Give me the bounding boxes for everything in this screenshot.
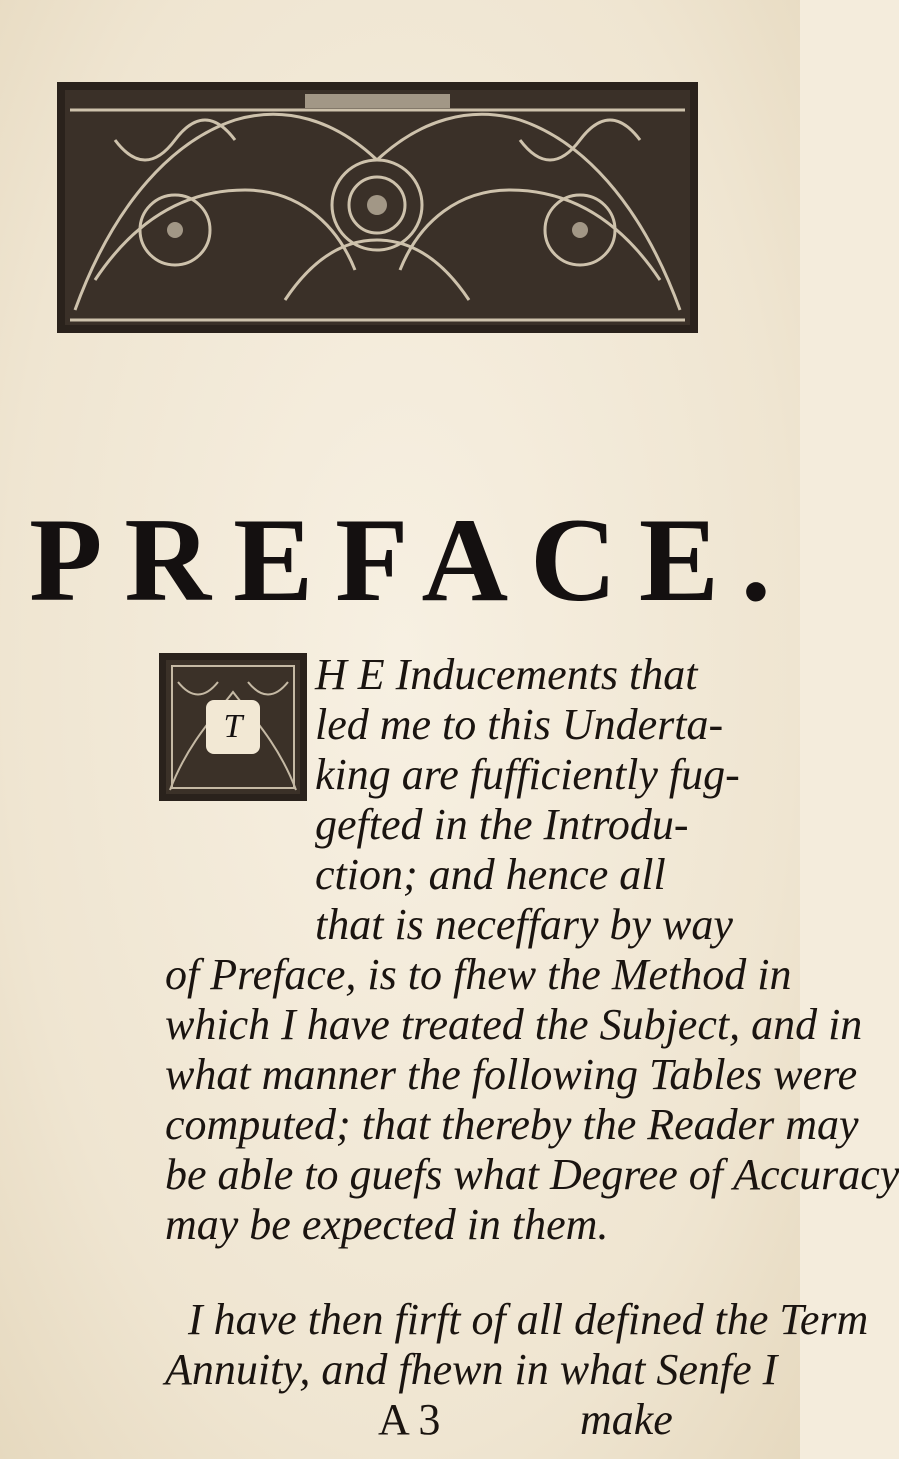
signature-mark: A 3 — [378, 1395, 441, 1444]
paragraph-1-line-2: led me to this Underta- — [315, 700, 724, 749]
paragraph-1-line-9: what manner the following Tables were — [165, 1050, 858, 1099]
decorated-initial — [158, 652, 308, 802]
paragraph-1-line-5: ction; and hence all — [315, 850, 666, 899]
paragraph-1-line-6: that is neceffary by way — [315, 900, 733, 949]
paragraph-2-line-2: Annuity, and fhewn in what Senfe I — [165, 1345, 778, 1394]
paragraph-1-line-12: may be expected in them. — [165, 1200, 609, 1249]
paragraph-2-line-1: I have then firft of all defined the Term — [188, 1295, 869, 1344]
paragraph-1-line-3: king are fufficiently fug- — [315, 750, 740, 799]
paragraph-1-line-7: of Preface, is to fhew the Method in — [165, 950, 792, 999]
page-title: PREFACE. — [29, 493, 793, 626]
paragraph-1-line-1: H E Inducements that — [315, 650, 698, 699]
paragraph-1-line-11: be able to guefs what Degree of Accuracy — [165, 1150, 899, 1199]
paragraph-1-line-4: gefted in the Introdu- — [315, 800, 689, 849]
paragraph-1-line-10: computed; that thereby the Reader may — [165, 1100, 859, 1149]
ornamental-headpiece — [55, 80, 700, 335]
initial-letter: T — [223, 708, 243, 745]
paragraph-1-line-8: which I have treated the Subject, and in — [165, 1000, 863, 1049]
catchword: make — [580, 1395, 673, 1444]
